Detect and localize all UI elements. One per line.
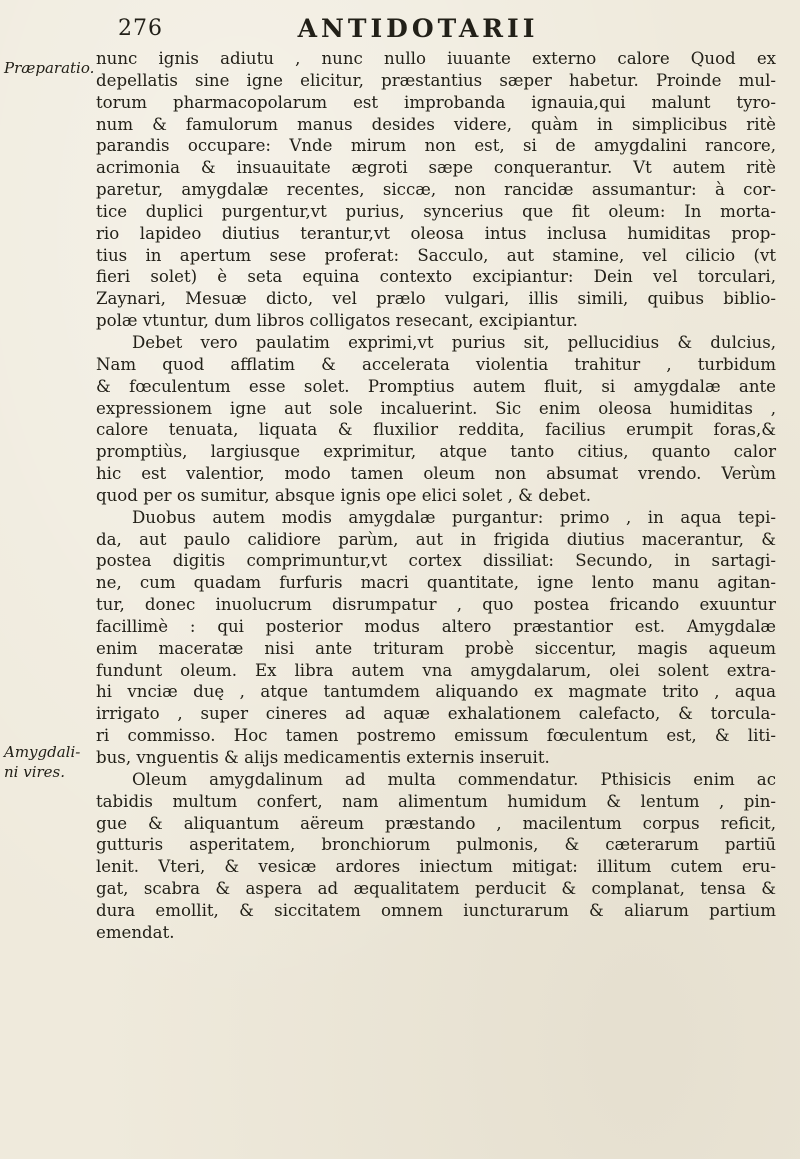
text-line: enim maceratæ nisi ante trituram probè siccentur, magis aqueum xyxy=(96,638,776,658)
text-line: Nam quod afflatim & accelerata violentia trahitur , turbidum xyxy=(96,354,776,374)
text-line: Oleum amygdalinum ad multa commendatur. Pthisicis enim ac xyxy=(132,769,776,789)
running-head: ANTIDOTARII xyxy=(297,14,539,43)
text-line: gat, scabra & aspera ad æqualitatem perducit & complanat, tensa & xyxy=(96,879,776,899)
text-line: paretur, amygdalæ recentes, siccæ, non rancidæ assumantur: à cor- xyxy=(96,180,776,200)
text-line: tius in apertum sese proferat: Sacculo, aut stamine, vel cilicio (vt xyxy=(96,245,776,265)
text-line: dura emollit, & siccitatem omnem iuncturarum & aliarum partium xyxy=(96,900,776,920)
text-line: calore tenuata, liquata & fluxilior reddita, facilius erumpit foras,& xyxy=(96,420,776,440)
paragraph xyxy=(96,332,776,507)
paragraph xyxy=(96,48,776,332)
page-number: 276 xyxy=(118,16,163,41)
text-line: gue & aliquantum aëreum præstando , macilentum corpus reficit, xyxy=(96,813,776,833)
text-line: torum pharmacopolarum est improbanda ignauia,qui malunt tyro- xyxy=(96,92,776,112)
text-line: tabidis multum confert, nam alimentum humidum & lentum , pin- xyxy=(96,791,776,811)
text-line: gutturis asperitatem, bronchiorum pulmonis, & cæterarum partiū xyxy=(96,835,776,855)
page-header xyxy=(118,14,718,50)
text-line: polæ vtuntur, dum libros colligatos resecant, excipiantur. xyxy=(96,311,578,331)
text-line: hic est valentior, modo tamen oleum non absumat vrendo. Verùm xyxy=(96,464,776,484)
text-line: nunc ignis adiutu , nunc nullo iuuante externo calore Quod ex xyxy=(96,49,776,68)
marginal-note-amygdalini-vires: Amygdali-ni vires. xyxy=(4,743,81,781)
text-line: fundunt oleum. Ex libra autem vna amygdalarum, olei solent extra- xyxy=(96,660,776,680)
body-text xyxy=(96,48,776,944)
text-line: parandis occupare: Vnde mirum non est, si de amygdalini rancore, xyxy=(96,136,776,156)
text-line: tice duplici purgentur,vt purius, syncerius que fit oleum: In morta- xyxy=(96,201,776,221)
text-line: hi vnciæ duę , atque tantumdem aliquando ex magmate trito , aqua xyxy=(96,682,776,702)
text-line: tur, donec inuolucrum disrumpatur , quo postea fricando exuuntur xyxy=(96,595,776,615)
text-line: postea digitis comprimuntur,vt cortex dissiliat: Secundo, in sartagi- xyxy=(96,551,776,571)
text-line: da, aut paulo calidiore parùm, aut in frigida diutius macerantur, & xyxy=(96,529,776,549)
text-line: irrigato , super cineres ad aquæ exhalationem calefacto, & torcula- xyxy=(96,704,776,724)
text-line: Debet vero paulatim exprimi,vt purius sit, pellucidius & dulcius, xyxy=(132,332,776,352)
text-line: lenit. Vteri, & vesicæ ardores iniectum mitigat: illitum cutem eru- xyxy=(96,857,776,877)
text-line: ne, cum quadam furfuris macri quantitate, igne lento manu agitan- xyxy=(96,573,776,593)
text-line: rio lapideo diutius terantur,vt oleosa intus inclusa humiditas prop- xyxy=(96,223,776,243)
text-line: expressionem igne aut sole incaluerint. Sic enim oleosa humiditas , xyxy=(96,398,776,418)
text-line: acrimonia & insuauitate ægroti sæpe conquerantur. Vt autem ritè xyxy=(96,158,776,178)
text-line: Duobus autem modis amygdalæ purgantur: primo , in aqua tepi- xyxy=(132,507,776,527)
text-line: bus, vnguentis & alijs medicamentis externis inseruit. xyxy=(96,748,550,767)
paragraph xyxy=(96,769,776,944)
text-line: depellatis sine igne elicitur, præstantius sæper habetur. Proinde mul- xyxy=(96,70,776,90)
text-line: & fœculentum esse solet. Promptius autem fluit, si amygdalæ ante xyxy=(96,376,776,396)
text-line: emendat. xyxy=(96,922,175,942)
text-line: num & famulorum manus desides videre, quàm in simplicibus ritè xyxy=(96,114,776,134)
text-line: quod per os sumitur, absque ignis ope elici solet , & debet. xyxy=(96,485,592,505)
marginal-note-preparatio: Præparatio. xyxy=(4,59,95,77)
text-line: facillimè : qui posterior modus altero præstantior est. Amygdalæ xyxy=(96,616,776,636)
paragraph xyxy=(96,507,776,769)
text-line: Zaynari, Mesuæ dicto, vel prælo vulgari, illis simili, quibus biblio- xyxy=(96,289,776,309)
text-line: fieri solet) è seta equina contexto excipiantur: Dein vel torculari, xyxy=(96,267,776,287)
text-line: ri commisso. Hoc tamen postremo emissum fœculentum est, & liti- xyxy=(96,726,776,746)
text-line: promptiùs, largiusque exprimitur, atque tanto citius, quanto calor xyxy=(96,442,776,462)
